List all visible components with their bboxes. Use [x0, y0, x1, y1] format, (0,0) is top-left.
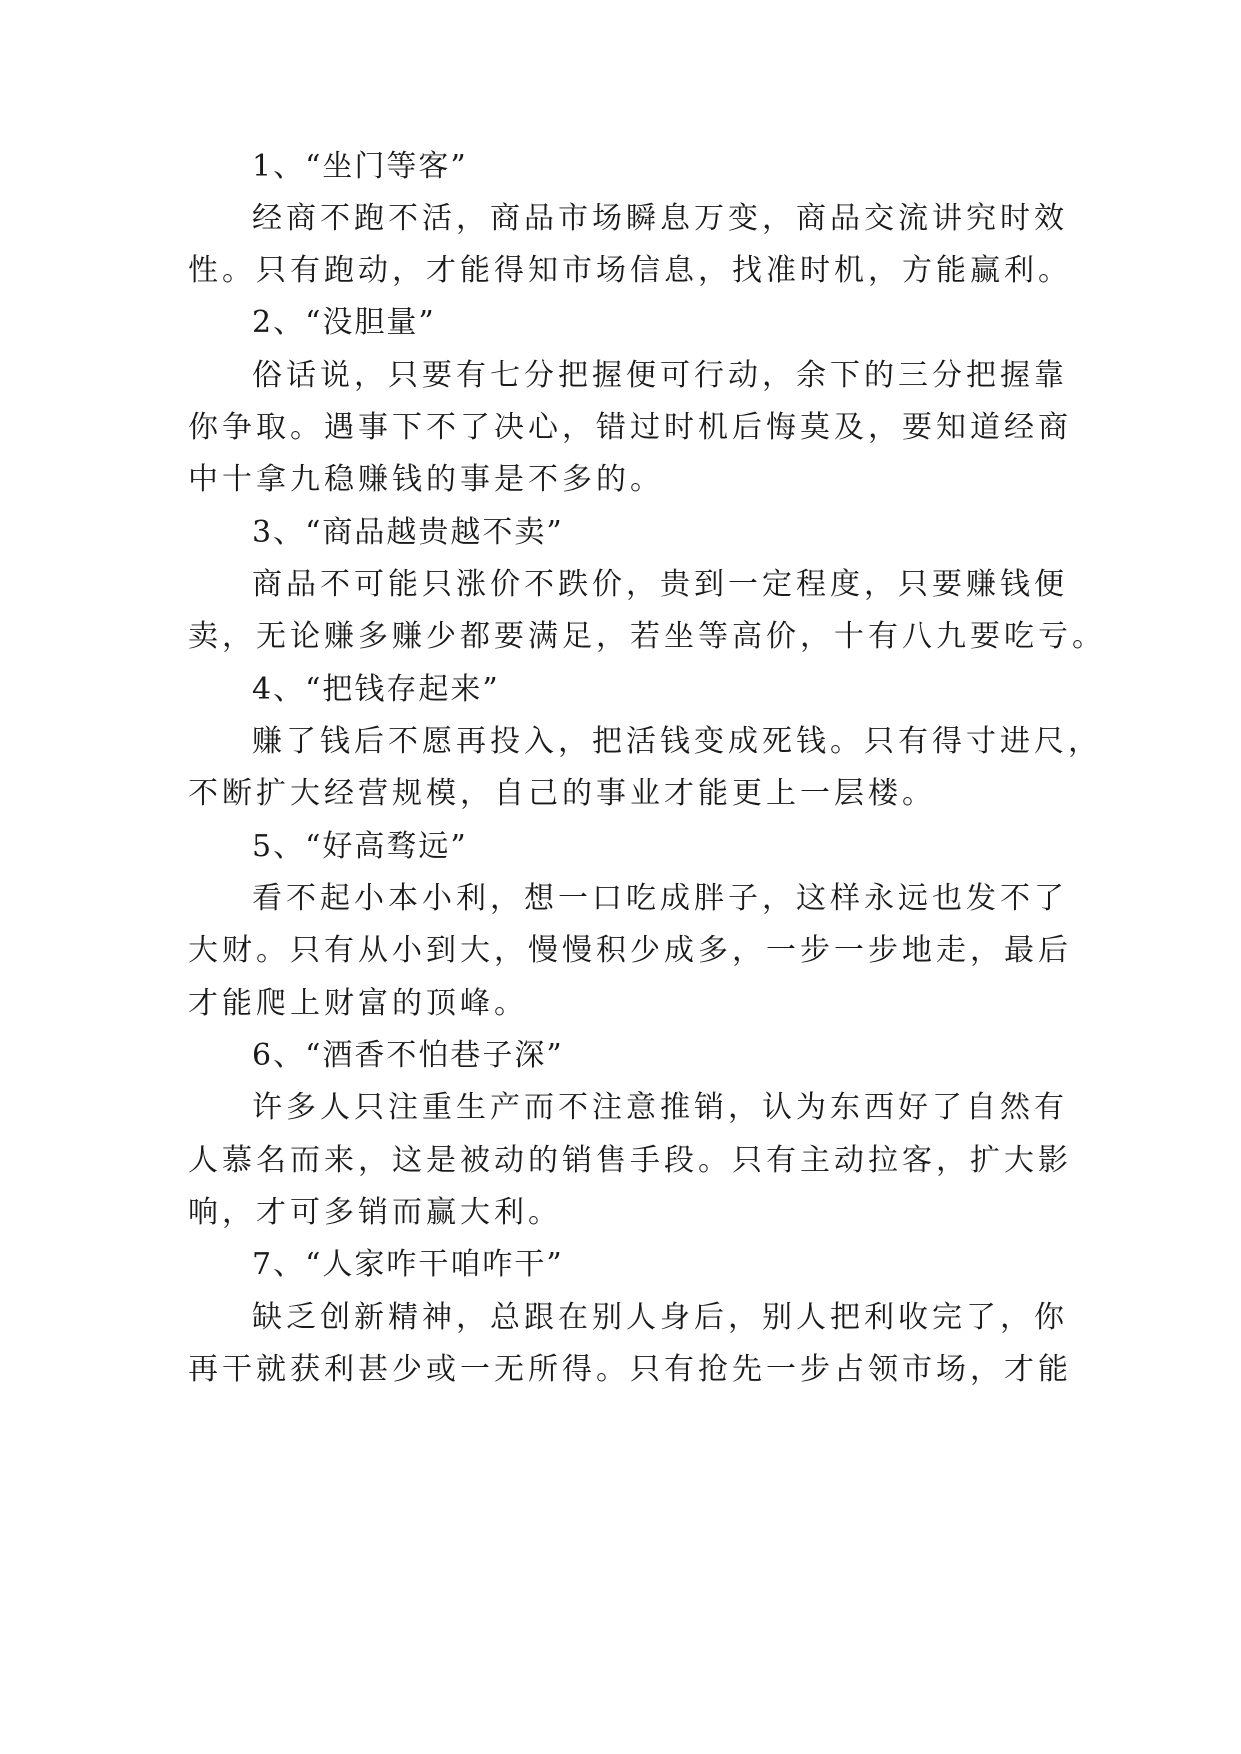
section-2-line-2: 你争取。遇事下不了决心，错过时机后悔莫及，要知道经商 [188, 410, 1072, 445]
section-7-heading: 7、“人家咋干咱咋干” [252, 1247, 564, 1282]
section-5-line-1: 看不起小本小利，想一口吃成胖子，这样永远也发不了 [252, 881, 1068, 916]
section-3-line-2: 卖，无论赚多赚少都要满足，若坐等高价，十有八九要吃亏。 [188, 619, 1106, 654]
section-2-line-3: 中十拿九稳赚钱的事是不多的。 [188, 462, 664, 497]
section-3-heading: 3、“商品越贵越不卖” [252, 515, 564, 550]
section-3-line-1: 商品不可能只涨价不跌价，贵到一定程度，只要赚钱便 [252, 567, 1068, 602]
section-4-line-2: 不断扩大经营规模，自己的事业才能更上一层楼。 [188, 776, 936, 811]
section-7-line-2: 再干就获利甚少或一无所得。只有抢先一步占领市场，才能 [188, 1352, 1072, 1387]
section-6-heading: 6、“酒香不怕巷子深” [252, 1038, 564, 1073]
section-7-line-1: 缺乏创新精神，总跟在别人身后，别人把利收完了，你 [252, 1300, 1068, 1335]
section-5-line-2: 大财。只有从小到大，慢慢积少成多，一步一步地走，最后 [188, 933, 1072, 968]
section-5-line-3: 才能爬上财富的顶峰。 [188, 986, 528, 1021]
section-2-line-1: 俗话说，只要有七分把握便可行动，余下的三分把握靠 [252, 358, 1068, 393]
section-1-heading: 1、“坐门等客” [252, 149, 468, 184]
section-1-line-1: 经商不跑不活，商品市场瞬息万变，商品交流讲究时效 [252, 201, 1068, 236]
section-4-line-1: 赚了钱后不愿再投入，把活钱变成死钱。只有得寸进尺， [252, 724, 1102, 759]
section-2-heading: 2、“没胆量” [252, 305, 436, 340]
section-4-heading: 4、“把钱存起来” [252, 672, 500, 707]
section-1-line-2: 性。只有跑动，才能得知市场信息，找准时机，方能赢利。 [188, 253, 1072, 288]
section-5-heading: 5、“好高骛远” [252, 829, 468, 864]
section-6-line-2: 人慕名而来，这是被动的销售手段。只有主动拉客，扩大影 [188, 1143, 1072, 1178]
section-6-line-3: 响，才可多销而赢大利。 [188, 1195, 562, 1230]
section-6-line-1: 许多人只注重生产而不注意推销，认为东西好了自然有 [252, 1090, 1068, 1125]
